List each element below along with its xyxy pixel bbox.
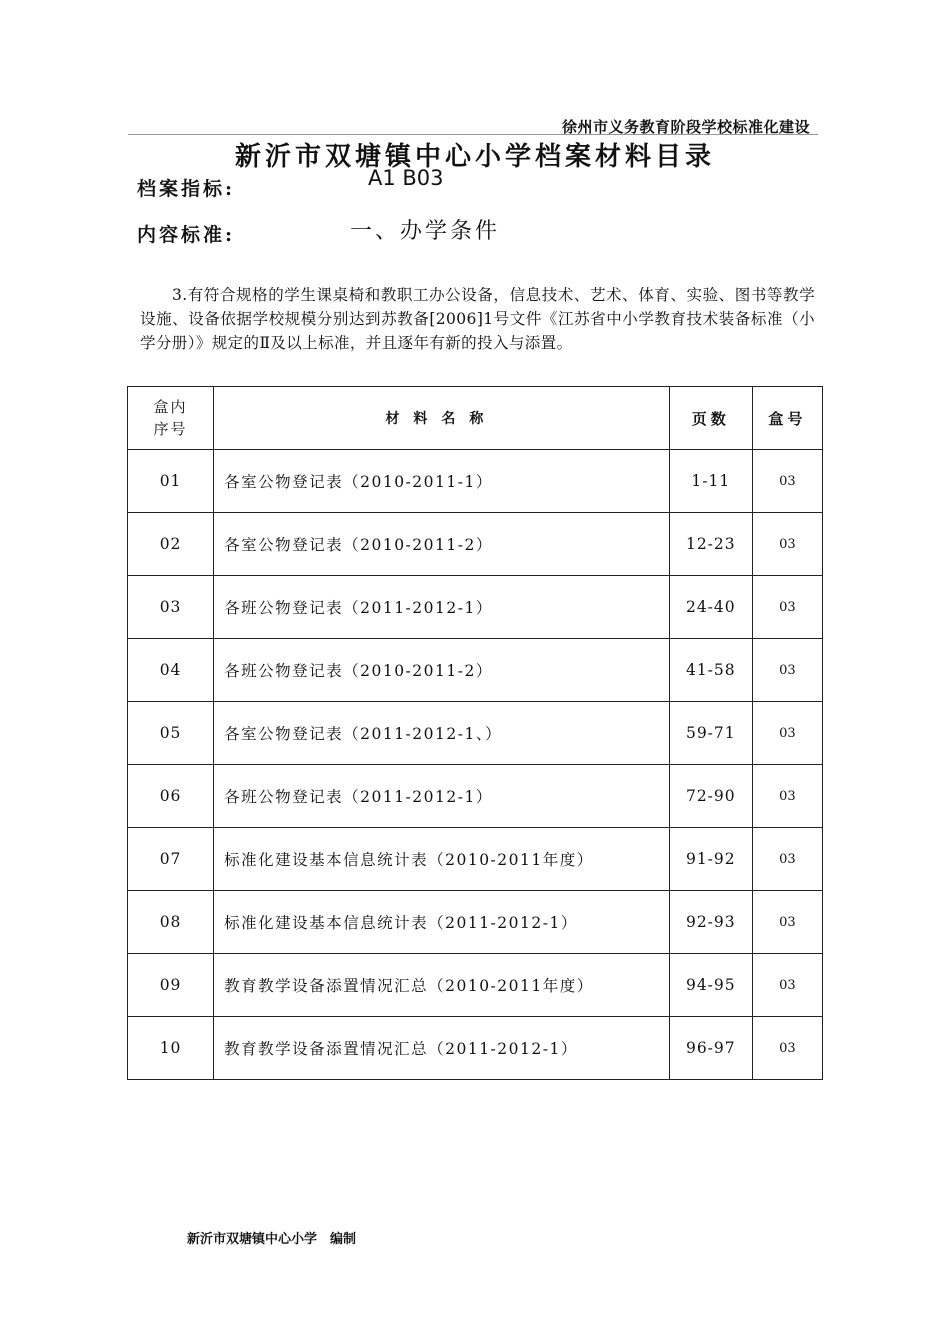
cell-pages: 91-92 (669, 828, 752, 891)
cell-name: 各室公物登记表（2010-2011-1） (214, 450, 670, 513)
cell-pages: 12-23 (669, 513, 752, 576)
cell-seq: 05 (128, 702, 214, 765)
cell-name: 标准化建设基本信息统计表（2010-2011年度） (214, 828, 670, 891)
materials-table (127, 386, 823, 1080)
footer-compiler: 新沂市双塘镇中心小学 编制 (187, 1232, 357, 1247)
cell-seq: 04 (128, 639, 214, 702)
table-row (128, 1017, 823, 1080)
header-divider (128, 134, 818, 135)
header-seq (128, 387, 214, 450)
cell-pages: 24-40 (669, 576, 752, 639)
page-header-text: 徐州市义务教育阶段学校标准化建设 (561, 118, 810, 136)
cell-seq: 01 (128, 450, 214, 513)
cell-box: 03 (752, 576, 822, 639)
cell-seq: 03 (128, 576, 214, 639)
cell-pages: 59-71 (669, 702, 752, 765)
cell-seq: 02 (128, 513, 214, 576)
table-header-row (128, 387, 823, 450)
cell-pages: 1-11 (669, 450, 752, 513)
cell-name: 教育教学设备添置情况汇总（2011-2012-1） (214, 1017, 670, 1080)
cell-name: 各班公物登记表（2011-2012-1） (214, 576, 670, 639)
cell-box: 03 (752, 954, 822, 1017)
content-standard-label: 内容标准: (137, 224, 236, 246)
header-name: 材料名称 (214, 387, 670, 450)
standard-description: 3.有符合规格的学生课桌椅和教职工办公设备，信息技术、艺术、体育、实验、图书等教学设施、设备依据学校规模分别达到苏教备[2006]1号文件《江苏省中小学教育技术装备标准（小学分册）》规定的Ⅱ及以上标准，并且逐年有新的投入与添置。 (140, 286, 815, 352)
header-seq-line2: 序号 (153, 420, 188, 438)
cell-seq: 09 (128, 954, 214, 1017)
cell-pages: 92-93 (669, 891, 752, 954)
cell-box: 03 (752, 639, 822, 702)
table-row (128, 576, 823, 639)
cell-name: 各室公物登记表（2010-2011-2） (214, 513, 670, 576)
archive-index-value: A1 B03 (368, 166, 444, 190)
cell-seq: 07 (128, 828, 214, 891)
cell-box: 03 (752, 765, 822, 828)
cell-pages: 94-95 (669, 954, 752, 1017)
cell-pages: 96-97 (669, 1017, 752, 1080)
cell-box: 03 (752, 1017, 822, 1080)
table-row (128, 765, 823, 828)
document-title: 新沂市双塘镇中心小学档案材料目录 (234, 142, 715, 172)
cell-name: 各班公物登记表（2011-2012-1） (214, 765, 670, 828)
header-box: 盒号 (752, 387, 822, 450)
cell-box: 03 (752, 513, 822, 576)
content-standard-value: 一、办学条件 (350, 219, 501, 244)
table-row (128, 702, 823, 765)
table-row (128, 513, 823, 576)
table-body (128, 450, 823, 1080)
cell-box: 03 (752, 450, 822, 513)
table-row (128, 891, 823, 954)
cell-name: 各室公物登记表（2011-2012-1、） (214, 702, 670, 765)
archive-index-label: 档案指标: (137, 178, 236, 200)
header-seq-line1: 盒内 (153, 398, 188, 416)
cell-seq: 08 (128, 891, 214, 954)
cell-name: 各班公物登记表（2010-2011-2） (214, 639, 670, 702)
cell-pages: 41-58 (669, 639, 752, 702)
cell-box: 03 (752, 891, 822, 954)
cell-box: 03 (752, 702, 822, 765)
cell-pages: 72-90 (669, 765, 752, 828)
cell-name: 教育教学设备添置情况汇总（2010-2011年度） (214, 954, 670, 1017)
cell-seq: 06 (128, 765, 214, 828)
table-row (128, 450, 823, 513)
cell-seq: 10 (128, 1017, 214, 1080)
table-row (128, 954, 823, 1017)
table-row (128, 639, 823, 702)
table-row (128, 828, 823, 891)
header-pages: 页数 (669, 387, 752, 450)
cell-name: 标准化建设基本信息统计表（2011-2012-1） (214, 891, 670, 954)
cell-box: 03 (752, 828, 822, 891)
